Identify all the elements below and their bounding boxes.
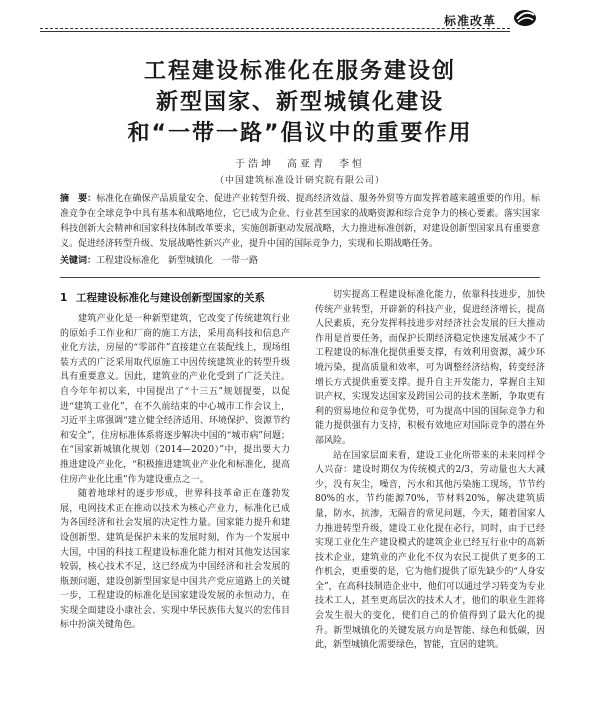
section-heading bbox=[60, 290, 290, 306]
header-rule-dashed bbox=[40, 28, 510, 29]
title-line-1: 工程建设标准化在服务建设创 bbox=[143, 59, 456, 84]
title-line-2: 新型国家、新型城镇化建设 bbox=[155, 90, 444, 115]
authors: 于浩坤 高亚青 李恒 bbox=[235, 159, 365, 170]
paragraph: 切实提高工程建设标准化能力，依靠科技进步，加快传统产业转型，开辟新的科技产业，促进经济增长，提高人民素质，充分发挥科技进步对经济社会发展的巨大推动作用是首要任务，而保护长期经济稳定快速发展减少不了工程建设的标准化提供重要支撑，有效利用资源，减少环境污染，提高质量和效率，可为调整经济结构，转变经济增长方式提供重要支撑。提升自主开发能力，掌握自主知识产权，实现发达国家及跨国公司的技术垄断，争取更有利的贸易地位和竞争优势，可为提高中国的国际竞争力和能力提供强有力支持，积极有效地应对国际竞争的潜在外部风险。 bbox=[315, 290, 545, 446]
keywords-text: 工程建设标准化 新型城镇化 一带一路 bbox=[96, 256, 259, 266]
abstract-text: 标准化在确保产品质量安全、促进产业转型升级、提高经济效益、服务外贸等方面发挥着越来越重要的作用。标准竞争在全球竞争中具有基本和战略地位，它已成为企业、行业甚至国家的战略资源和综合竞争力的核心要素。落实国家科技创新大会精神和国家科技体制改革要求，实施创新驱动发展战略，大力推进标准创新，对建设创新型国家具有重要意义。促进经济转型升级、发展战略性新兴产业，提升中国的国际竞争力，实现和长期战略任务。 bbox=[60, 194, 540, 249]
paragraph: 建筑产业化是一种新型建筑，它改变了传统建筑行业的原始手工作业和厂商的施工方法，采用高科技和信息产业化方法，房屋的“零部件”直接建立在装配线上，现场组装方式的广泛采用取代原施工中因传统建筑业的转型升级具有重要意义。因此，建筑业的产业化受到了广泛关注。自今年年初以来，中国提出了“十三五”规划提要，以促进“建筑工业化”，在不久前结束的中心城市工作会议上，习近平主席强调“建立健全经济适用、环境保护、资源节约和安全”，住房标准体系将逐步解决中国的“城市病”问题；在“国家新城镇化规划（2014—2020）”中，提出要大力推进建设产业化，“积极推进建筑业产业化和标准化，提高住房产业化比重”作为建设重点之一。 bbox=[60, 314, 290, 485]
keywords bbox=[60, 254, 540, 268]
column-name: 标准改革 bbox=[444, 14, 497, 28]
affiliation: （中国建筑标准设计研究院有限公司） bbox=[214, 176, 385, 186]
title-line-3: 和“一带一路”倡议中的重要作用 bbox=[127, 121, 473, 146]
journal-logo-icon bbox=[512, 6, 538, 28]
header-rule-solid bbox=[40, 31, 510, 32]
article-title bbox=[60, 56, 540, 149]
abstract-label: 摘 要： bbox=[60, 194, 97, 204]
abstract bbox=[60, 192, 540, 252]
section-title: 工程建设标准化与建设创新型国家的关系 bbox=[76, 292, 265, 304]
paragraph: 随着地球村的逐步形成，世界科技革命正在蓬勃发展，电网技术正在推动以技术为核心产业力，标准化已成为各国经济和社会发展的决定性力量。国家能力提升和建设创新型、建筑是保护未来的发展时刻，作为一个发展中大国，中国的科技工程建设标准化能力相对其他发达国家较弱，核心技术不足，这已经成为中国经济和社会发展的瓶颈问题，建设创新型国家是中国共产党应道路上的关键一步，工程建设的标准化是国家建设发展的永恒动力，在实现全面建设小康社会、实现中华民族伟大复兴的宏伟目标中扮演关键角色。 bbox=[60, 489, 290, 631]
left-column bbox=[60, 288, 290, 633]
paragraph: 站在国家层面来看，建设工业化所带来的未来同样令人兴奋：建设时期仅为传统模式的2/3，劳动量也大大减少，没有灰尘，噪音，污水和其他污染施工现场，节节约80%的水，节约能源70%，节材料20%，解决建筑质量，防水，抗渗，无隔音的常见问题，今天，随着国家人力推进转型升级，建设工业化提在必行，同时，由于已经实现工业化生产建设模式的建筑企业已经互行业中的高新技术企业，建筑业的产业化不仅为农民工提供了更多的工作机会，更重要的是，它为他们提供了原先缺少的“人身安全”，在高科技制造企业中，他们可以通过学习转变为专业技术工人，甚至更高层次的技术人才，他们的职业生涯将会发生很大的变化，使们自己的价值得到了最大化的提升。新型城镇化的关键发展方向是智能、绿色和低碳，因此，新型城镇化需要绿色，智能，宜居的建筑。 bbox=[315, 450, 545, 651]
section-number: 1 bbox=[60, 292, 68, 304]
right-column bbox=[315, 288, 545, 653]
keywords-label: 关键词： bbox=[60, 256, 97, 266]
abstract-divider bbox=[60, 277, 540, 278]
